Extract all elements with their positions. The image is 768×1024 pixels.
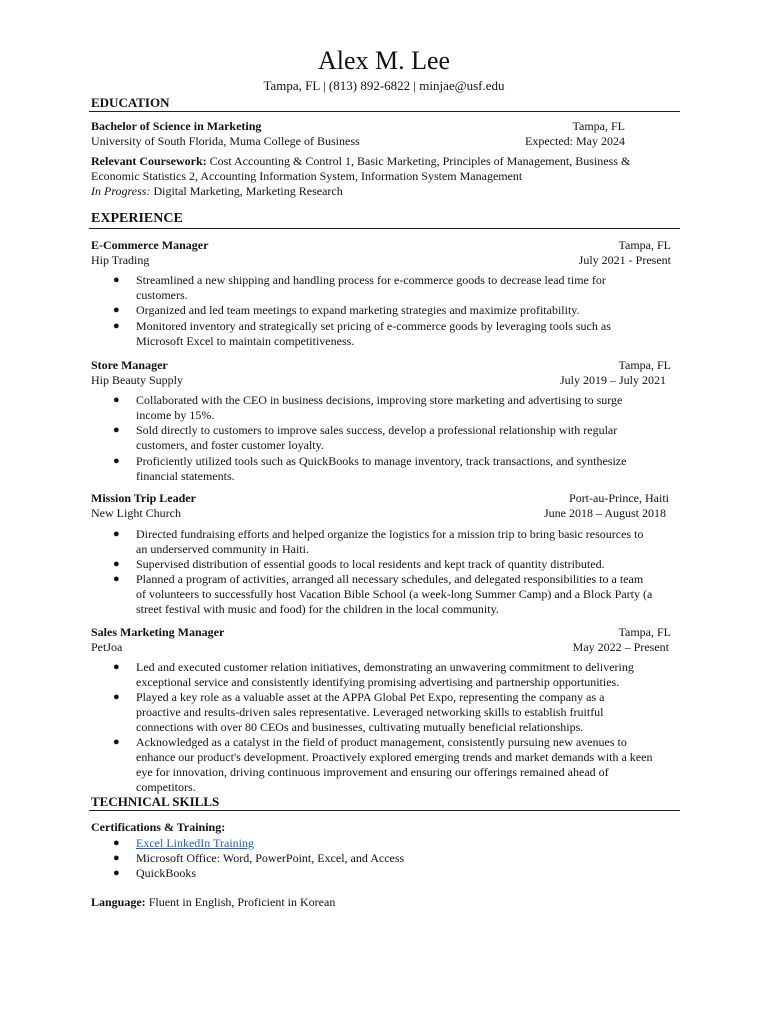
- section-divider: [89, 228, 680, 229]
- job-bullet: Organized and led team meetings to expand marketing strategies and maximize profitability.: [136, 303, 580, 317]
- bullet-icon: ●: [113, 394, 120, 406]
- job-title: Sales Marketing Manager: [91, 625, 225, 639]
- job-location: Tampa, FL: [618, 238, 671, 252]
- job-bullet: Proficiently utilized tools such as QuickBooks to manage inventory, track transactions, and synthesize: [136, 454, 627, 468]
- job-bullet-continued: customers.: [136, 288, 188, 302]
- job-bullet-continued: Microsoft Excel to maintain competitiveness.: [136, 334, 355, 348]
- section-divider: [89, 810, 680, 811]
- job-location: Tampa, FL: [618, 625, 671, 639]
- job-bullet-continued: street festival with music and food) for the children in the local community.: [136, 602, 499, 616]
- bullet-icon: ●: [113, 274, 120, 286]
- job-title: E-Commerce Manager: [91, 238, 209, 252]
- in-progress-label: In Progress:: [91, 184, 151, 198]
- job-bullet: Supervised distribution of essential goods to local residents and kept track of quantity distributed.: [136, 557, 605, 571]
- job-bullet: Acknowledged as a catalyst in the field of product management, consistently pursuing new avenues to: [136, 735, 627, 749]
- school: University of South Florida, Muma College of Business: [91, 134, 360, 148]
- bullet-icon: ●: [113, 424, 120, 436]
- job-location: Tampa, FL: [618, 358, 671, 372]
- skill-item: QuickBooks: [136, 866, 196, 880]
- job-location: Port-au-Prince, Haiti: [569, 491, 669, 505]
- bullet-icon: ●: [113, 573, 120, 585]
- coursework-label: Relevant Coursework:: [91, 154, 207, 168]
- job-bullet-continued: customers, and foster customer loyalty.: [136, 438, 324, 452]
- job-organization: Hip Trading: [91, 253, 150, 267]
- job-bullet-continued: eye for innovation, driving continuous improvement and ensuring our offerings remained ahead of: [136, 765, 609, 779]
- education-location: Tampa, FL: [572, 119, 625, 133]
- language: [91, 895, 335, 910]
- contact-info: Tampa, FL | (813) 892-6822 | minjae@usf.edu: [263, 78, 505, 93]
- job-bullet: Planned a program of activities, arranged all necessary schedules, and delegated responsibilities to a team: [136, 572, 644, 586]
- bullet-icon: ●: [113, 320, 120, 332]
- coursework: [91, 154, 630, 169]
- coursework-continued: Economic Statistics 2, Accounting Information System, Information System Management: [91, 169, 523, 183]
- job-bullet-continued: income by 15%.: [136, 408, 215, 422]
- candidate-name: Alex M. Lee: [317, 46, 451, 75]
- job-bullet: Collaborated with the CEO in business decisions, improving store marketing and advertising to surge: [136, 393, 623, 407]
- job-organization: New Light Church: [91, 506, 181, 520]
- education-heading: EDUCATION: [91, 95, 170, 110]
- bullet-icon: ●: [113, 736, 120, 748]
- bullet-icon: ●: [113, 852, 120, 864]
- job-dates: July 2019 – July 2021: [559, 373, 666, 387]
- job-bullet: Led and executed customer relation initiatives, demonstrating an unwavering commitment to delivering: [136, 660, 634, 674]
- job-organization: PetJoa: [91, 640, 123, 654]
- job-bullet: Streamlined a new shipping and handling process for e-commerce goods to decrease lead time for: [136, 273, 606, 287]
- experience-heading: EXPERIENCE: [91, 211, 183, 226]
- coursework-text: Cost Accounting & Control 1, Basic Marketing, Principles of Management, Business &: [206, 154, 631, 168]
- bullet-icon: ●: [113, 528, 120, 540]
- job-bullet: Directed fundraising efforts and helped organize the logistics for a mission trip to bring basic resources to: [136, 527, 644, 541]
- bullet-icon: ●: [113, 304, 120, 316]
- job-bullet-continued: exceptional service and consistently identifying promising advertising and partnership opportunities.: [136, 675, 620, 689]
- skill-item: Microsoft Office: Word, PowerPoint, Excel, and Access: [136, 851, 405, 865]
- job-dates: June 2018 – August 2018: [543, 506, 666, 520]
- job-bullet-continued: an underserved community in Haiti.: [136, 542, 309, 556]
- job-organization: Hip Beauty Supply: [91, 373, 183, 387]
- in-progress: [91, 184, 343, 199]
- job-bullet-continued: connections with over 80 CEOs and businesses, cultivating mutually beneficial relationships.: [136, 720, 584, 734]
- job-dates: July 2021 - Present: [578, 253, 671, 267]
- job-title: Store Manager: [91, 358, 168, 372]
- excel-linkedin-training-link[interactable]: Excel LinkedIn Training: [136, 836, 254, 850]
- bullet-icon: ●: [113, 837, 120, 849]
- job-title: Mission Trip Leader: [91, 491, 196, 505]
- bullet-icon: ●: [113, 455, 120, 467]
- language-text: Fluent in English, Proficient in Korean: [145, 895, 336, 909]
- job-bullet-continued: competitors.: [136, 780, 196, 794]
- bullet-icon: ●: [113, 558, 120, 570]
- degree: Bachelor of Science in Marketing: [91, 119, 262, 133]
- language-label: Language:: [91, 895, 146, 909]
- job-bullet-continued: financial statements.: [136, 469, 235, 483]
- in-progress-text: Digital Marketing, Marketing Research: [150, 184, 343, 198]
- job-bullet: Sold directly to customers to improve sales success, develop a professional relationship with regular: [136, 423, 618, 437]
- job-dates: May 2022 – Present: [572, 640, 669, 654]
- bullet-icon: ●: [113, 691, 120, 703]
- bullet-icon: ●: [113, 867, 120, 879]
- job-bullet: Played a key role as a valuable asset at the APPA Global Pet Expo, representing the company as a: [136, 690, 605, 704]
- certifications-label: Certifications & Training:: [91, 820, 226, 834]
- section-divider: [89, 111, 680, 112]
- job-bullet-continued: enhance our product's development. Proactively explored emerging trends and market demands with a keen: [136, 750, 653, 764]
- bullet-icon: ●: [113, 661, 120, 673]
- job-bullet-continued: proactive and results-driven sales representative. Leveraged networking skills to establish fruitful: [136, 705, 604, 719]
- job-bullet: Monitored inventory and strategically set pricing of e-commerce goods by leveraging tools such as: [136, 319, 611, 333]
- job-bullet-continued: of volunteers to successfully host Vacation Bible School (a week-long Summer Camp) and a Block Party (a: [136, 587, 653, 601]
- skills-heading: TECHNICAL SKILLS: [91, 794, 220, 809]
- expected-date: Expected: May 2024: [525, 134, 625, 148]
